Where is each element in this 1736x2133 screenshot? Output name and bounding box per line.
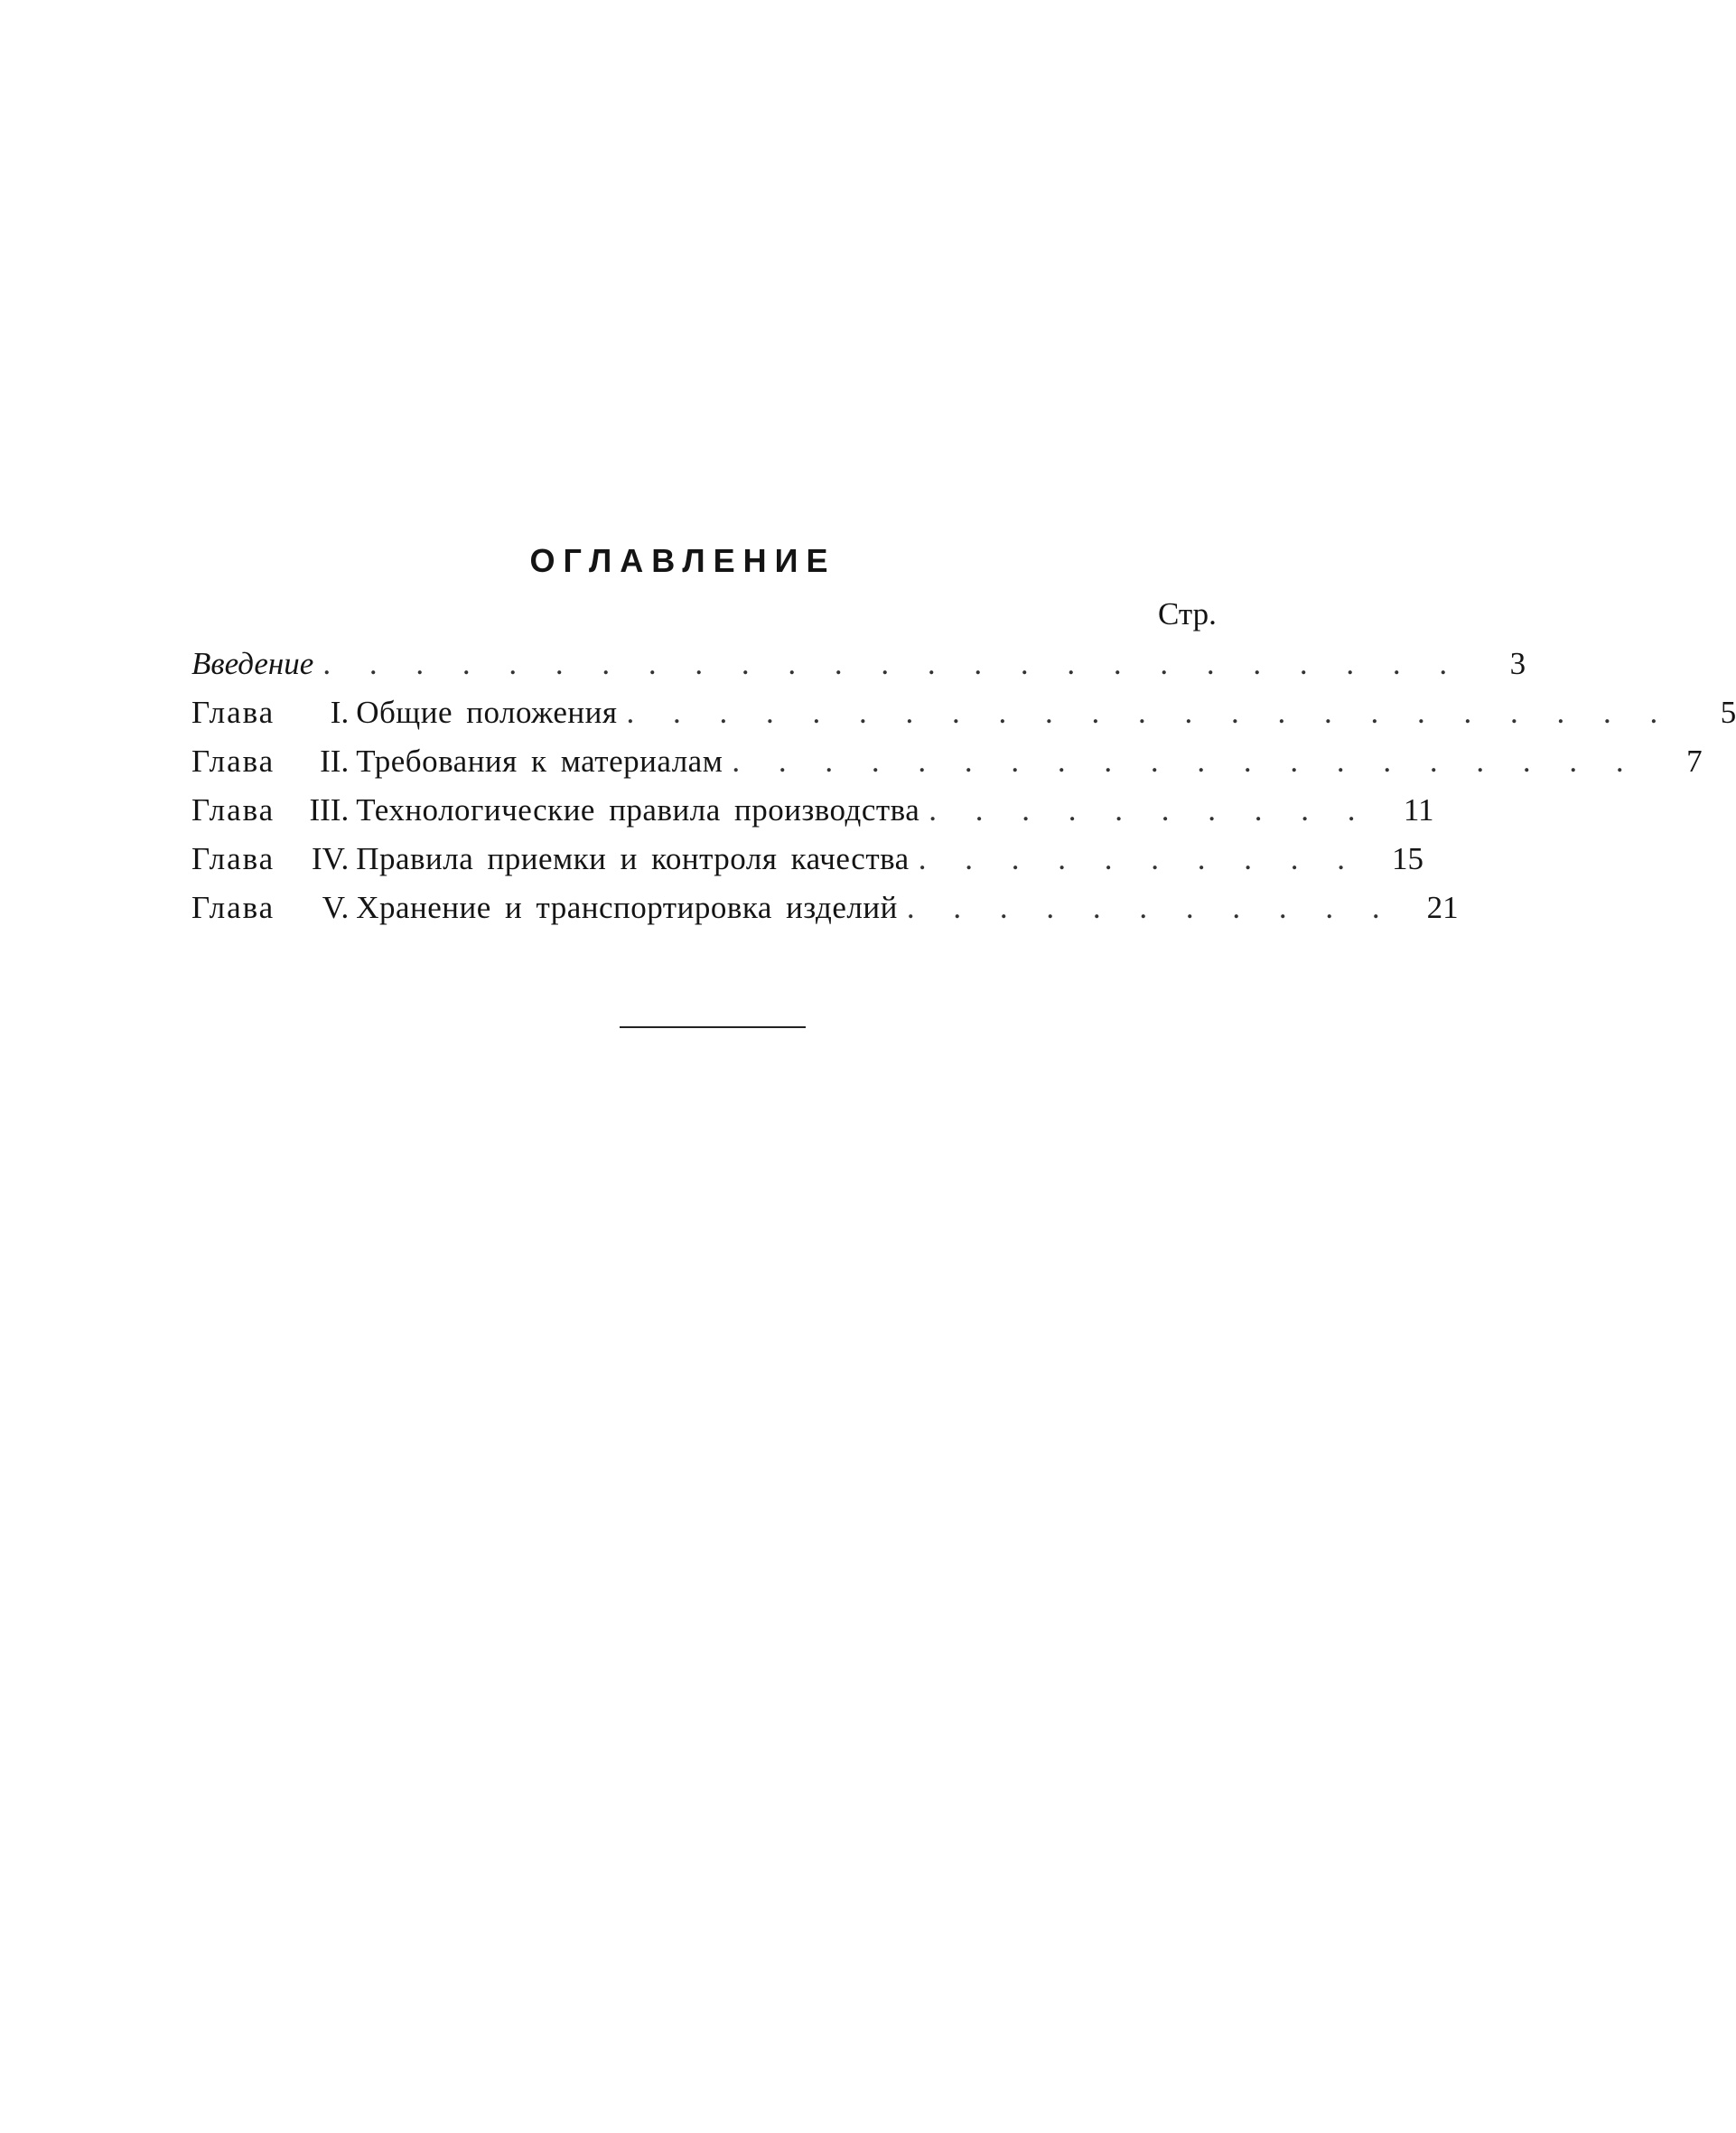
toc-leader-dots: . . . . . . . . . . . . . . . . . . . .	[732, 744, 1639, 779]
toc-entry-text: Введение	[191, 646, 314, 681]
toc-entry-chapter-3	[191, 792, 1434, 841]
toc-entry-text: Технологические правила производства	[356, 792, 920, 828]
toc-entry-prefix: Глава	[191, 841, 275, 876]
toc-entry-chapter-1	[191, 695, 1736, 744]
toc-entry-chapter-5	[191, 890, 1459, 939]
toc-entry-page: 11	[1403, 792, 1434, 828]
toc-entry-prefix: Глава	[191, 792, 275, 828]
toc-entry-chapter-4	[191, 841, 1423, 890]
toc-entry-chapter-2	[191, 744, 1703, 792]
section-divider	[620, 1026, 806, 1028]
toc-entry-text: Хранение и транспортировка изделий	[356, 890, 898, 925]
toc-entry-prefix: Глава	[191, 890, 275, 925]
toc-entry-text: Общие положения	[356, 695, 618, 730]
toc-entry-page: 15	[1391, 841, 1423, 876]
toc-leader-dots: . . . . . . . . . . .	[906, 890, 1395, 925]
toc-entry-number: II.	[320, 744, 350, 779]
toc-entry-introduction	[191, 646, 1526, 695]
toc-leader-dots: . . . . . . . . . . . . . . . . . . . . . . .	[626, 695, 1674, 730]
toc-entry-text: Требования к материалам	[356, 744, 723, 779]
toc-title: ОГЛАВЛЕНИЕ	[529, 542, 836, 579]
toc-entry-number: III.	[309, 792, 350, 828]
toc-entry-page: 7	[1686, 744, 1703, 779]
toc-entry-number: V.	[322, 890, 350, 925]
toc-entry-number: I.	[330, 695, 350, 730]
toc-leader-dots: . . . . . . . . . . . . . . . . . . . . . . . . .	[322, 646, 1463, 681]
toc-entry-prefix: Глава	[191, 695, 275, 730]
page-column-header: Стр.	[1158, 596, 1217, 631]
toc-entry-number: IV.	[312, 841, 350, 876]
toc-leader-dots: . . . . . . . . . .	[929, 792, 1371, 828]
toc-entry-page: 21	[1426, 890, 1459, 925]
toc-entry-prefix: Глава	[191, 744, 275, 779]
toc-leader-dots: . . . . . . . . . .	[918, 841, 1360, 876]
toc-list	[191, 646, 1736, 939]
toc-entry-page: 5	[1720, 695, 1736, 730]
toc-entry-page: 3	[1509, 646, 1526, 681]
toc-entry-text: Правила приемки и контроля качества	[356, 841, 910, 876]
